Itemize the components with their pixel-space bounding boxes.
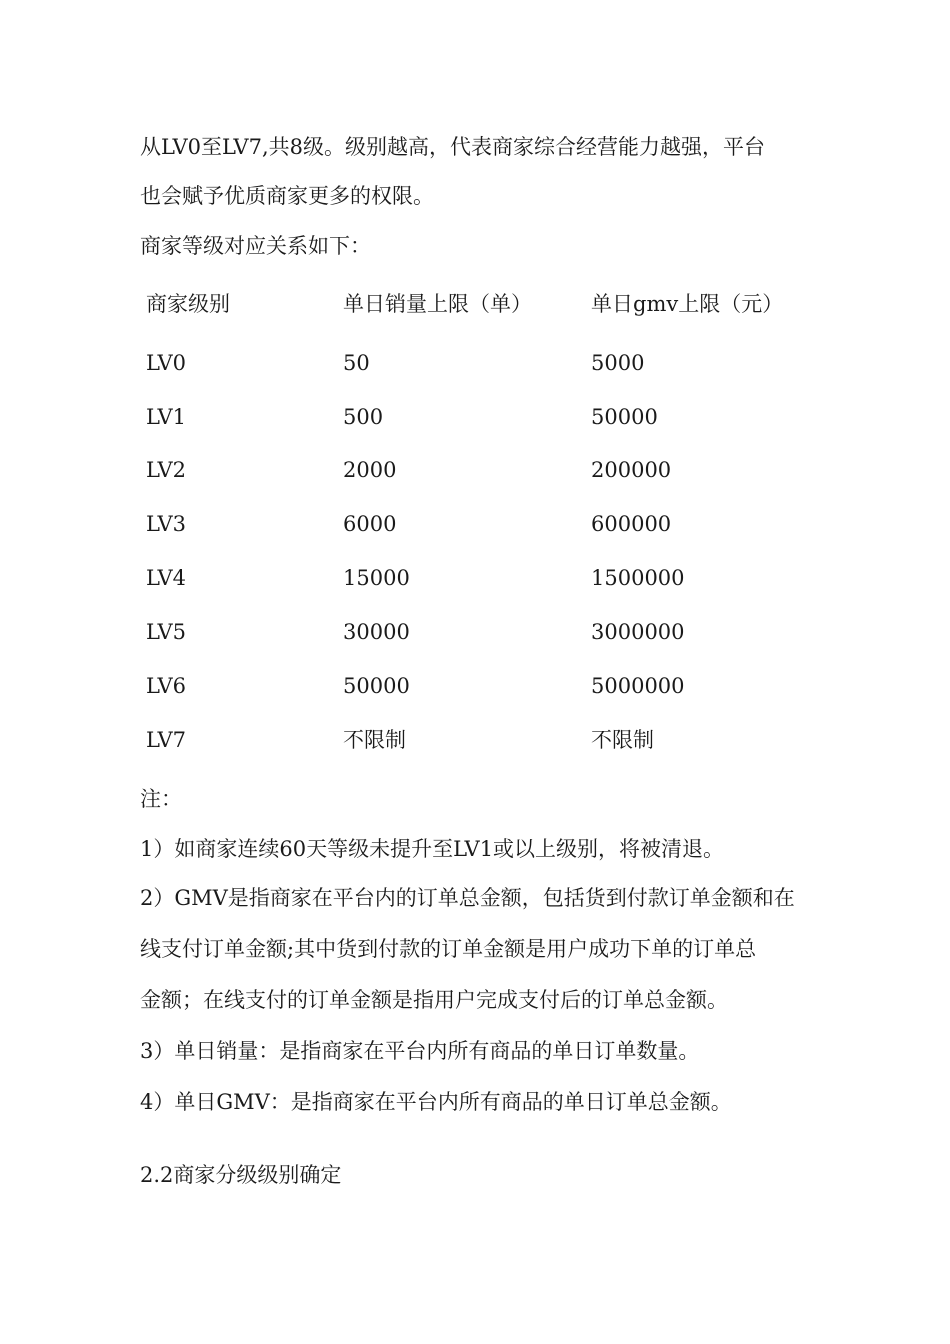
table-cell: 1500000 <box>591 566 685 590</box>
table-cell: LV3 <box>146 512 186 536</box>
table-cell: 5000 <box>591 351 645 375</box>
note-2-line-2: 线支付订单金额;其中货到付款的订单金额是用户成功下单的订单总 <box>140 937 757 961</box>
table-cell: LV7 <box>146 728 186 752</box>
table-cell: LV4 <box>146 566 186 590</box>
table-header-cell: 单日销量上限（单） <box>343 292 532 316</box>
note-2-line-3: 金额；在线支付的订单金额是指用户完成支付后的订单总金额。 <box>140 988 728 1012</box>
table-cell: 30000 <box>343 620 410 644</box>
table-cell: LV0 <box>146 351 186 375</box>
table-cell: LV6 <box>146 674 186 698</box>
section-heading: 2.2商家分级级别确定 <box>140 1163 342 1187</box>
table-header-cell: 商家级别 <box>146 292 230 316</box>
table-row <box>146 676 826 700</box>
table-cell: 15000 <box>343 566 410 590</box>
table-row <box>146 514 826 538</box>
table-cell: 200000 <box>591 458 672 482</box>
note-3: 3）单日销量：是指商家在平台内所有商品的单日订单数量。 <box>140 1039 700 1063</box>
table-cell: 2000 <box>343 458 397 482</box>
table-cell: 50 <box>343 351 370 375</box>
table-cell: 50000 <box>343 674 410 698</box>
table-row <box>146 407 826 431</box>
table-cell: 不限制 <box>343 728 406 752</box>
table-row <box>146 460 826 484</box>
table-header-cell: 单日gmv上限（元） <box>591 292 784 316</box>
note-4: 4）单日GMV：是指商家在平台内所有商品的单日订单总金额。 <box>140 1090 732 1114</box>
table-cell: LV2 <box>146 458 186 482</box>
table-cell: 50000 <box>591 405 658 429</box>
table-cell: 5000000 <box>591 674 685 698</box>
table-cell: 6000 <box>343 512 397 536</box>
note-2-line-1: 2）GMV是指商家在平台内的订单总金额，包括货到付款订单金额和在 <box>140 886 795 910</box>
notes-title: 注： <box>140 787 182 811</box>
table-row <box>146 353 826 377</box>
intro-line-2: 也会赋予优质商家更多的权限。 <box>140 184 434 208</box>
intro-line-3: 商家等级对应关系如下： <box>140 234 371 258</box>
table-row <box>146 568 826 592</box>
table-cell: LV1 <box>146 405 186 429</box>
table-cell: 3000000 <box>591 620 685 644</box>
note-1: 1）如商家连续60天等级未提升至LV1或以上级别，将被清退。 <box>140 837 725 861</box>
table-cell: 不限制 <box>591 728 654 752</box>
table-cell: 500 <box>343 405 384 429</box>
table-cell: 600000 <box>591 512 672 536</box>
intro-line-1: 从LV0至LV7,共8级。级别越高，代表商家综合经营能力越强，平台 <box>140 135 765 159</box>
table-row <box>146 622 826 646</box>
table-cell: LV5 <box>146 620 186 644</box>
table-header-row <box>146 294 826 318</box>
table-row <box>146 730 826 754</box>
